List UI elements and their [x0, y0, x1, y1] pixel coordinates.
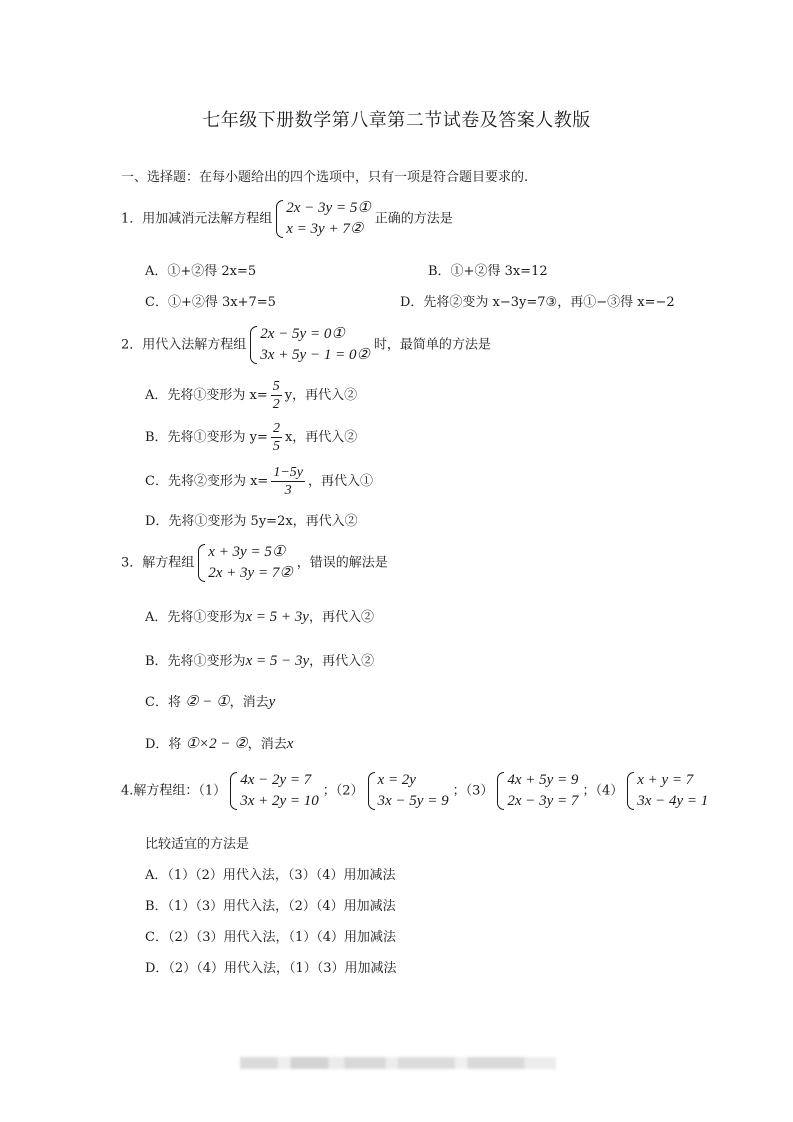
q4-system-1	[230, 770, 319, 812]
page-title: 七年级下册数学第八章第二节试卷及答案人教版	[202, 110, 591, 131]
q2-option-c	[145, 464, 373, 499]
q2-b-denominator: 5	[272, 439, 280, 454]
q4-part-4-label: ；（4）	[582, 783, 624, 799]
q3-d-variable: x	[286, 736, 294, 752]
q3-eq1: x + 3y = 5①	[208, 544, 286, 560]
q4-s1-eq1: 4x − 2y = 7	[240, 772, 312, 788]
q1-equation-system	[276, 198, 371, 240]
q3-option-a	[145, 606, 374, 626]
q4-system-2	[368, 770, 449, 812]
q2-c-fraction	[271, 464, 305, 499]
q4-system-3	[497, 770, 578, 812]
q4-part-1-label: （1）	[198, 783, 227, 799]
q2-c-text-post: ，再代入①	[307, 474, 373, 489]
q4-option-b: B．（1）（3）用代入法，（2）（4）用加减法	[145, 899, 396, 914]
q2-a-fraction	[271, 378, 282, 413]
q2-a-numerator: 5	[272, 379, 280, 394]
q3-a-text-post: ，再代入②	[308, 610, 374, 625]
q3-stem-pre: 3．解方程组	[121, 555, 195, 571]
q3-b-text: B．先将①变形为	[145, 654, 246, 669]
q2-a-text: A．先将①变形为 x=	[145, 388, 268, 403]
blurred-footer-bar	[240, 1057, 556, 1069]
q1-stem-pre: 1．用加减消元法解方程组	[121, 211, 273, 227]
q3-d-math: ①×2 − ②	[185, 736, 248, 752]
q4-option-a: A．（1）（2）用代入法，（3）（4）用加减法	[145, 868, 396, 883]
q4-stem-pre: 4.解方程组：	[121, 783, 199, 799]
q2-c-text: C．先将②变形为 x=	[145, 474, 269, 489]
q2-stem-post: 时，最简单的方法是	[373, 337, 491, 353]
q4-s4-eq1: x + y = 7	[637, 772, 694, 788]
q3-c-text-post: ，消去	[229, 695, 269, 710]
q2-c-denominator: 3	[284, 483, 292, 498]
q4-s2-eq1: x = 2y	[377, 772, 416, 788]
question-4-stem	[121, 770, 712, 812]
q1-option-c: C．①+②得 3x+7=5	[145, 295, 276, 310]
q4-s2-eq2: 3x − 5y = 9	[377, 793, 449, 809]
q1-eq1: 2x − 3y = 5①	[286, 200, 371, 216]
q1-stem-post: 正确的方法是	[374, 211, 453, 227]
q2-b-fraction	[271, 420, 282, 455]
q2-b-numerator: 2	[272, 421, 280, 436]
q4-part-2-label: ；（2）	[322, 783, 364, 799]
q4-subprompt: 比较适宜的方法是	[145, 837, 250, 852]
q3-stem-post: ，错误的解法是	[296, 555, 388, 571]
q4-system-4	[627, 770, 708, 812]
q4-part-3-label: ；（3）	[452, 783, 494, 799]
question-3-stem	[121, 542, 388, 584]
q2-a-denominator: 2	[272, 397, 280, 412]
q3-option-d	[145, 733, 293, 753]
question-2-stem	[121, 324, 491, 366]
q3-eq2: 2x + 3y = 7②	[208, 565, 293, 581]
section-heading: 一、选择题：在每小题给出的四个选项中，只有一项是符合题目要求的.	[121, 170, 529, 185]
q3-equation-system	[198, 542, 293, 584]
q1-eq2: x = 3y + 7②	[286, 221, 364, 237]
q3-a-math: x = 5 + 3y	[245, 609, 309, 625]
q1-option-b: B．①+②得 3x=12	[428, 264, 548, 279]
q3-d-text-post: ，消去	[247, 737, 287, 752]
q2-c-numerator: 1−5y	[273, 465, 303, 480]
question-1-stem	[121, 198, 453, 240]
q3-option-b	[145, 650, 374, 670]
q3-b-text-post: ，再代入②	[309, 654, 375, 669]
q2-b-text: B．先将①变形为 y=	[145, 430, 268, 445]
q3-b-math: x = 5 − 3y	[245, 653, 310, 669]
q4-option-c: C．（2）（3）用代入法，（1）（4）用加减法	[145, 930, 397, 945]
q3-c-variable: y	[268, 694, 276, 710]
q3-option-c	[145, 691, 275, 711]
q2-a-text-post: y，再代入②	[284, 388, 358, 403]
q3-d-text: D．将	[145, 737, 182, 752]
q2-eq1: 2x − 5y = 0①	[260, 326, 345, 342]
q2-option-b	[145, 420, 357, 455]
q2-equation-system	[250, 324, 370, 366]
q4-s3-eq2: 2x − 3y = 7	[507, 793, 579, 809]
q2-b-text-post: x，再代入②	[284, 430, 358, 445]
q3-a-text: A．先将①变形为	[145, 610, 246, 625]
q1-option-d: D．先将②变为 x−3y=7③，再①−③得 x=−2	[400, 295, 675, 310]
q2-eq2: 3x + 5y − 1 = 0②	[260, 347, 370, 363]
q3-c-math: ② − ①	[185, 694, 230, 710]
q2-stem-pre: 2．用代入法解方程组	[121, 337, 247, 353]
q4-s1-eq2: 3x + 2y = 10	[240, 793, 319, 809]
q4-s3-eq1: 4x + 5y = 9	[507, 772, 579, 788]
q4-option-d: D．（2）（4）用代入法，（1）（3）用加减法	[145, 961, 397, 976]
q4-s4-eq2: 3x − 4y = 1	[637, 793, 709, 809]
q3-c-text: C．将	[145, 695, 181, 710]
q1-option-a: A．①+②得 2x=5	[145, 264, 257, 279]
q2-option-d: D．先将①变形为 5y=2x，再代入②	[145, 514, 358, 529]
q2-option-a	[145, 378, 357, 413]
